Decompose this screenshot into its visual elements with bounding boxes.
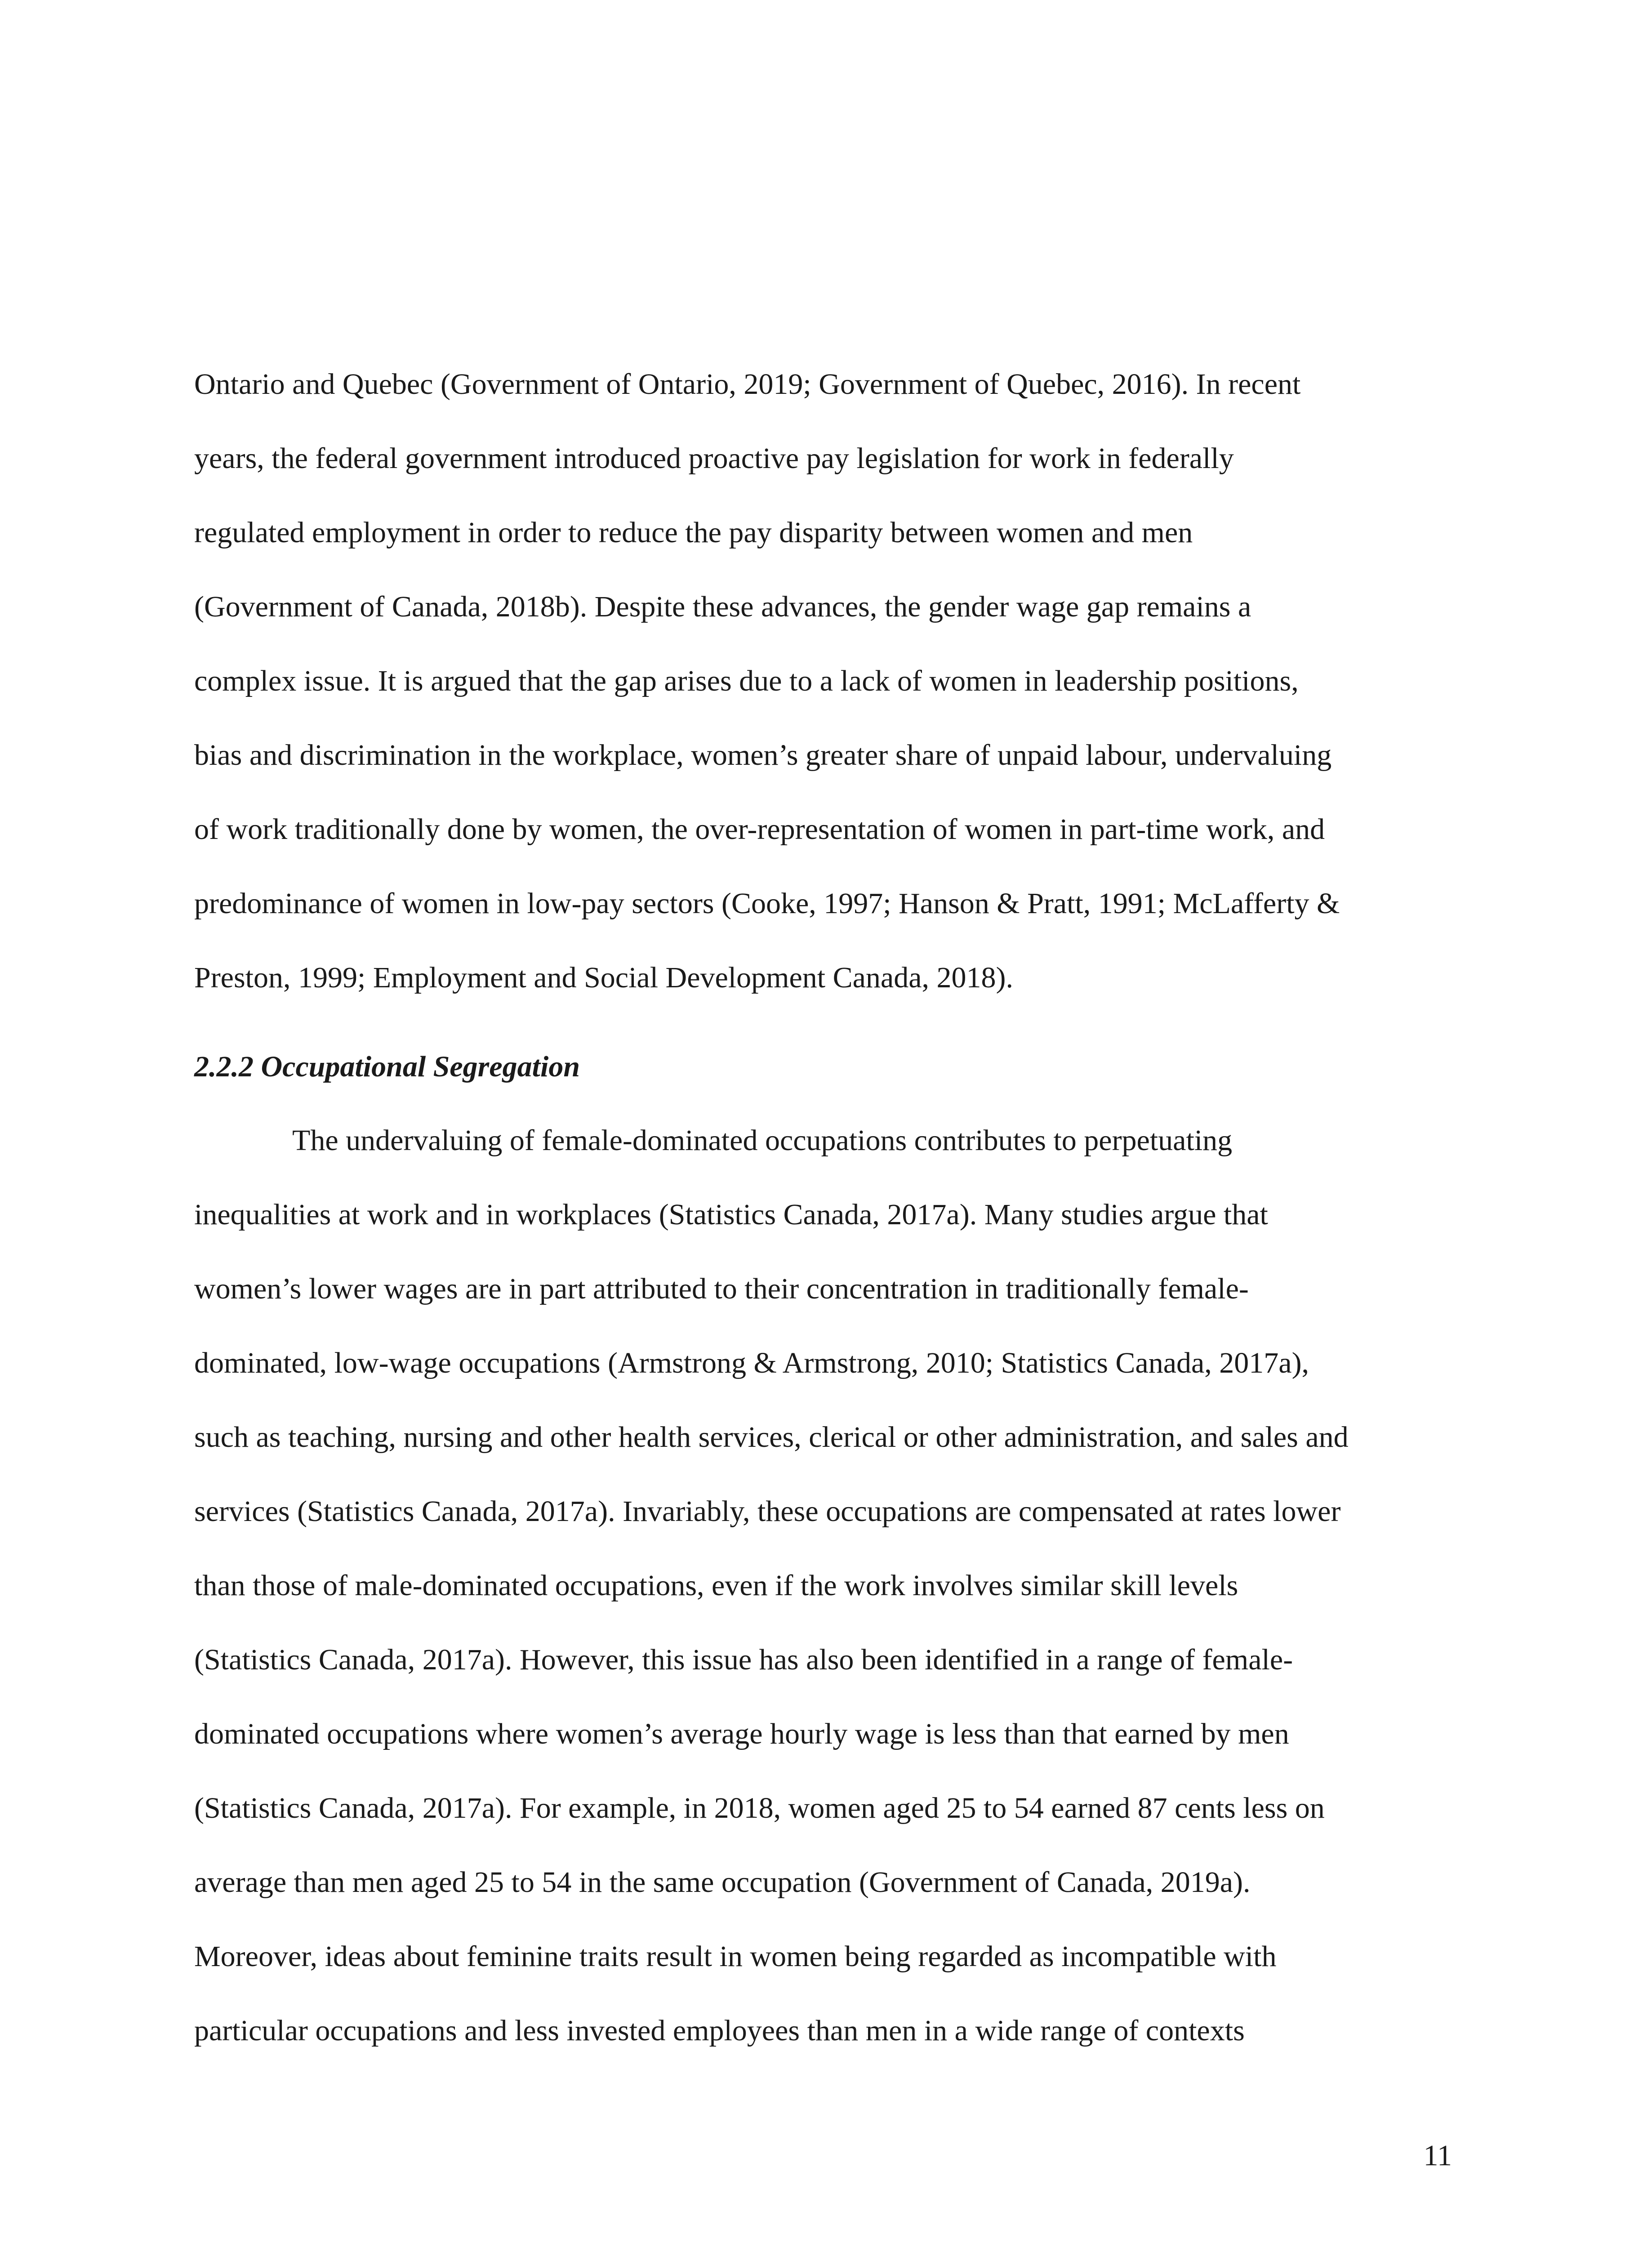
paragraph-line: inequalities at work and in workplaces (Statistics Canada, 2017a). Many studies argue that	[194, 1198, 1268, 1231]
paragraph-line: The undervaluing of female-dominated occupations contributes to perpetuating	[292, 1124, 1233, 1157]
paragraph-line: dominated, low-wage occupations (Armstrong & Armstrong, 2010; Statistics Canada, 2017a),	[194, 1347, 1309, 1379]
section-heading: 2.2.2 Occupational Segregation	[194, 1050, 580, 1083]
paragraph-line: complex issue. It is argued that the gap arises due to a lack of women in leadership positions,	[194, 665, 1299, 697]
paragraph-line: regulated employment in order to reduce the pay disparity between women and men	[194, 516, 1193, 549]
paragraph-line: (Statistics Canada, 2017a). For example, in 2018, women aged 25 to 54 earned 87 cents less on	[194, 1792, 1325, 1824]
paragraph-line: of work traditionally done by women, the over-representation of women in part-time work, and	[194, 813, 1325, 846]
paragraph-line: such as teaching, nursing and other health services, clerical or other administration, and sales and	[194, 1421, 1349, 1454]
paragraph-line: bias and discrimination in the workplace, women’s greater share of unpaid labour, undervaluing	[194, 739, 1332, 772]
paragraph-line: services (Statistics Canada, 2017a). Invariably, these occupations are compensated at rates lower	[194, 1495, 1341, 1528]
paragraph-line: particular occupations and less invested employees than men in a wide range of contexts	[194, 2014, 1245, 2047]
paragraph-line: years, the federal government introduced proactive pay legislation for work in federally	[194, 442, 1234, 475]
paragraph-line: Moreover, ideas about feminine traits result in women being regarded as incompatible with	[194, 1940, 1277, 1973]
paragraph-line: Ontario and Quebec (Government of Ontario, 2019; Government of Quebec, 2016). In recent	[194, 368, 1301, 401]
paragraph-line: average than men aged 25 to 54 in the same occupation (Government of Canada, 2019a).	[194, 1866, 1251, 1899]
page-number: 11	[1423, 2139, 1452, 2172]
paragraph-line: Preston, 1999; Employment and Social Development Canada, 2018).	[194, 961, 1013, 994]
paragraph-line: women’s lower wages are in part attributed to their concentration in traditionally female-	[194, 1272, 1249, 1305]
paragraph-line: predominance of women in low-pay sectors (Cooke, 1997; Hanson & Pratt, 1991; McLafferty &	[194, 887, 1340, 920]
paragraph-line: (Government of Canada, 2018b). Despite these advances, the gender wage gap remains a	[194, 590, 1251, 623]
paragraph-line: dominated occupations where women’s average hourly wage is less than that earned by men	[194, 1717, 1289, 1750]
paragraph-line: than those of male-dominated occupations, even if the work involves similar skill levels	[194, 1569, 1238, 1602]
paragraph-line: (Statistics Canada, 2017a). However, this issue has also been identified in a range of female-	[194, 1643, 1293, 1676]
